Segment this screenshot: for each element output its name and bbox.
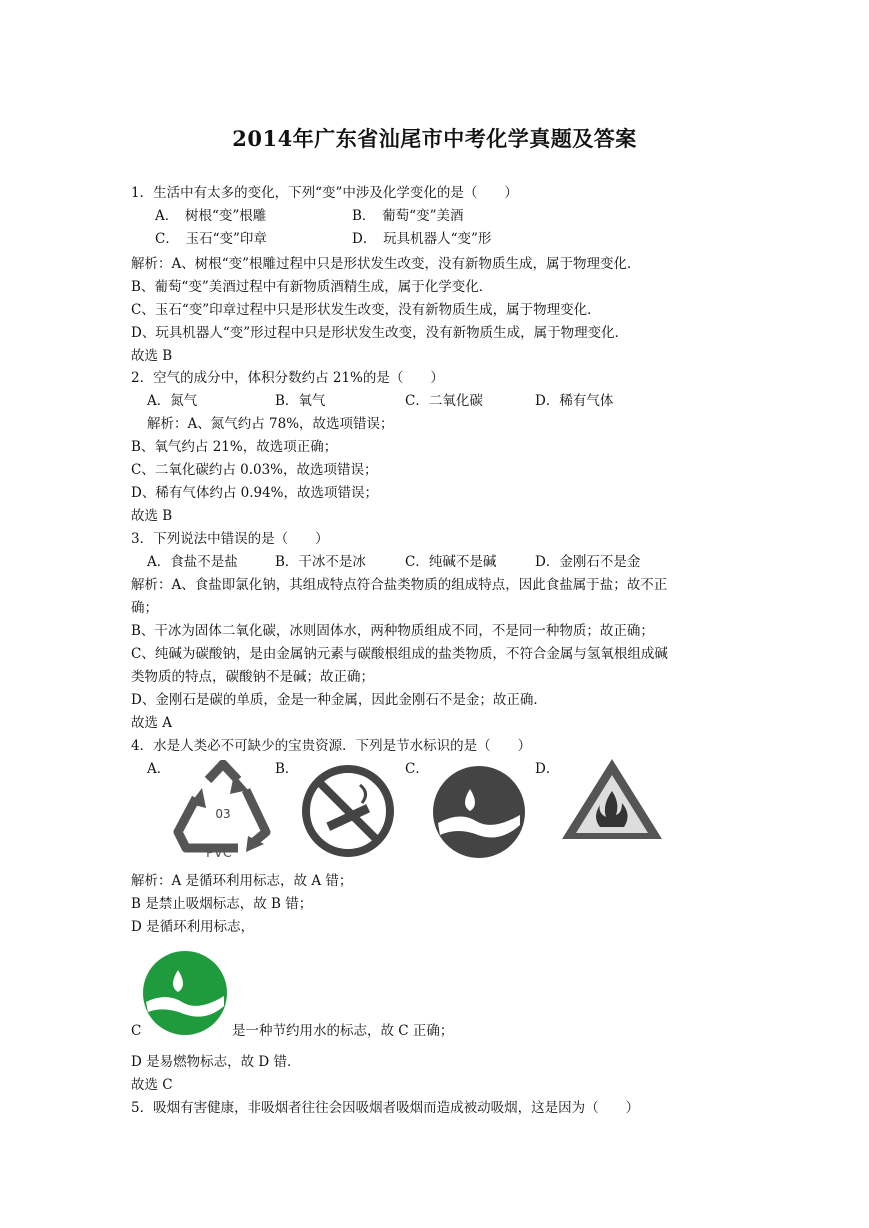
q2-option-c: C．二氧化碳: [405, 393, 483, 409]
q1-analysis-line: D、玩具机器人“变”形过程中只是形状发生改变，没有新物质生成，属于物理变化．: [131, 325, 629, 341]
q4-analysis-line: 解析：A 是循环利用标志，故 A 错；: [131, 873, 353, 889]
page-title: 2014年广东省汕尾市中考化学真题及答案: [232, 126, 637, 151]
q4-answer: 故选 C: [131, 1077, 173, 1093]
q1-analysis-line: C、玉石“变”印章过程中只是形状发生改变，没有新物质生成，属于物理变化．: [131, 302, 601, 318]
flammable-icon: [558, 755, 666, 845]
q3-analysis-line: C、纯碱为碳酸钠，是由金属钠元素与碳酸根组成的盐类物质，不符合金属与氢氧根组成碱: [131, 646, 668, 662]
question-3-stem: 3．下列说法中错误的是（ ）: [131, 531, 329, 547]
q4-c-label: C: [131, 1023, 142, 1039]
svg-text:03: 03: [215, 807, 231, 821]
q4-option-a: A．: [147, 761, 171, 777]
q1-analysis-line: B、葡萄“变”美酒过程中有新物质酒精生成，属于化学变化．: [131, 279, 493, 295]
recycle-pvc-icon: [168, 760, 278, 865]
q2-analysis-line: 解析：A、氮气约占 78%，故选项错误；: [147, 416, 394, 432]
q4-analysis-line: D 是循环利用标志，: [131, 919, 255, 935]
q2-analysis-line: D、稀有气体约占 0.94%，故选项错误；: [131, 485, 379, 501]
q2-answer: 故选 B: [131, 508, 173, 524]
q2-analysis-line: C、二氧化碳约占 0.03%，故选项错误；: [131, 462, 378, 478]
q3-analysis-line: 确；: [131, 600, 158, 616]
q3-analysis-line: 类物质的特点，碳酸钠不是碱；故正确；: [131, 669, 374, 685]
q4-analysis-line: B 是禁止吸烟标志，故 B 错；: [131, 896, 313, 912]
q3-analysis-line: D、金刚石是碳的单质，金是一种金属，因此金刚石不是金；故正确．: [131, 692, 547, 708]
q2-analysis-line: B、氧气约占 21%，故选项正确；: [131, 439, 338, 455]
water-saving-icon: [430, 763, 528, 861]
question-2-stem: 2．空气的成分中，体积分数约占 21%的是（ ）: [131, 370, 444, 386]
q3-analysis-line: B、干冰为固体二氧化碳，冰则固体水，两种物质组成不同，不是同一种物质；故正确；: [131, 623, 654, 639]
q3-option-b: B．干冰不是冰: [275, 554, 366, 570]
q1-option-b: B． 葡萄“变”美酒: [352, 208, 464, 224]
question-1-stem: 1．生活中有太多的变化，下列“变”中涉及化学变化的是（ ）: [131, 185, 518, 201]
pvc-label: PVC: [206, 846, 232, 861]
q1-answer: 故选 B: [131, 348, 173, 364]
q4-option-d: D．: [535, 761, 560, 777]
no-smoking-icon: [300, 763, 396, 859]
q2-option-d: D．稀有气体: [535, 393, 614, 409]
q1-option-c: C． 玉石“变”印章: [155, 231, 267, 247]
question-5-stem: 5．吸烟有害健康，非吸烟者往往会因吸烟者吸烟而造成被动吸烟，这是因为（ ）: [131, 1100, 640, 1116]
q1-analysis-line: 解析：A、树根“变”根雕过程中只是形状发生改变，没有新物质生成，属于物理变化．: [131, 256, 641, 272]
water-saving-green-icon: [142, 950, 228, 1036]
q3-option-d: D．金刚石不是金: [535, 554, 641, 570]
q1-option-a: A． 树根“变”根雕: [155, 208, 267, 224]
q4-option-c: C．: [405, 761, 429, 777]
q3-option-c: C．纯碱不是碱: [405, 554, 497, 570]
q3-answer: 故选 A: [131, 715, 173, 731]
q4-c-text: 是一种节约用水的标志，故 C 正确；: [232, 1023, 454, 1039]
q4-option-b: B．: [275, 761, 299, 777]
q2-option-b: B．氧气: [275, 393, 326, 409]
q2-option-a: A．氮气: [147, 393, 198, 409]
q1-option-d: D． 玩具机器人“变”形: [352, 231, 492, 247]
question-4-stem: 4．水是人类必不可缺少的宝贵资源．下列是节水标识的是（ ）: [131, 738, 532, 754]
q3-analysis-line: 解析：A、食盐即氯化钠，其组成特点符合盐类物质的组成特点，因此食盐属于盐；故不正: [131, 577, 668, 593]
q3-option-a: A．食盐不是盐: [147, 554, 238, 570]
q4-analysis-line: D 是易燃物标志，故 D 错．: [131, 1054, 301, 1070]
